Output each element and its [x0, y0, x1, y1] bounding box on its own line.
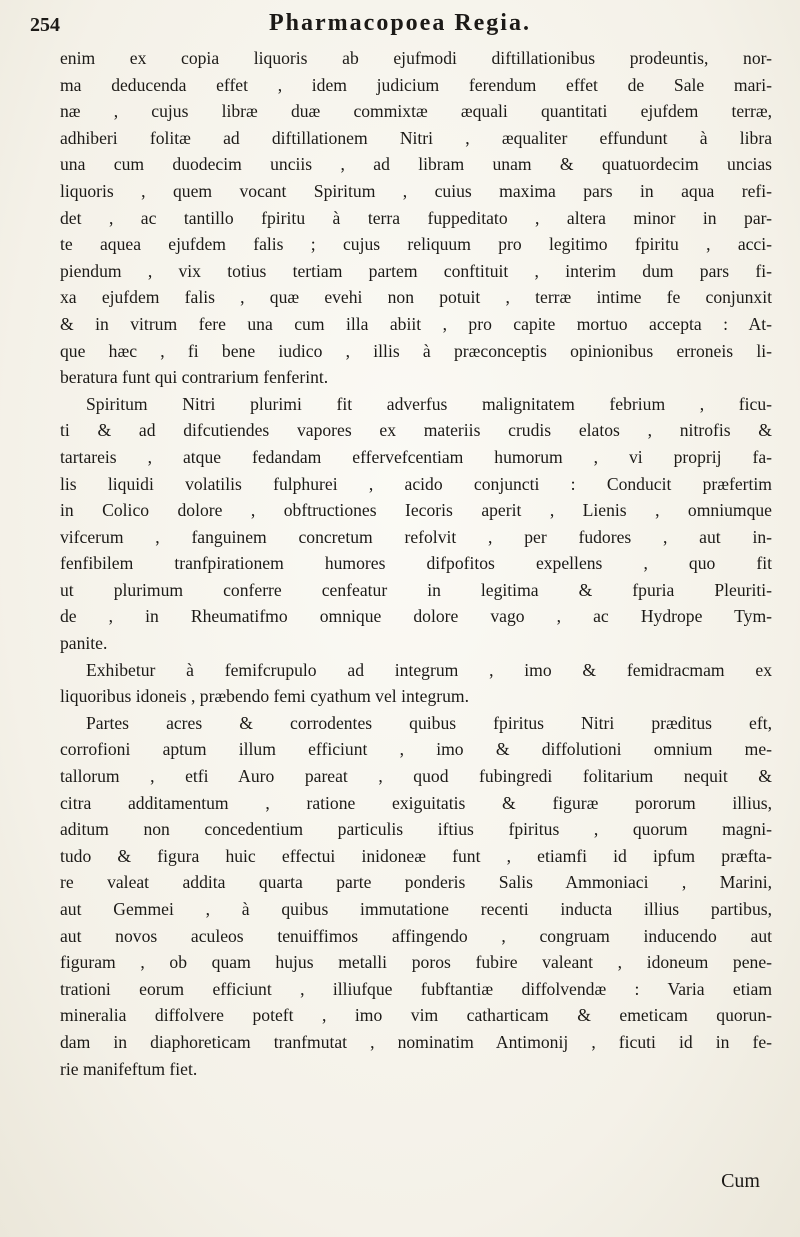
text-line: trationi eorum efficiunt , illiufque fubftantiæ diffolvendæ : Varia etiam — [60, 978, 772, 999]
text-line: citra additamentum , ratione exiguitatis & figuræ pororum illius, — [60, 792, 772, 813]
text-line: beratura funt qui contrarium fenferint. — [60, 367, 329, 388]
text-line: fenfibilem tranfpirationem humores difpofitos expellens , quo fit — [60, 553, 772, 574]
text-line: ti & ad difcutiendes vapores ex materiis crudis elatos , nitrofis & — [60, 420, 772, 441]
text-line: enim ex copia liquoris ab ejufmodi diftillationibus prodeuntis, nor- — [60, 48, 772, 68]
text-line: næ , cujus libræ duæ commixtæ æquali quantitati ejufdem terræ, — [60, 101, 772, 122]
text-line: re valeat addita quarta parte ponderis Salis Ammoniaci , Marini, — [60, 872, 772, 893]
text-line: te aquea ejufdem falis ; cujus reliquum pro legitimo fpiritu , acci- — [60, 234, 772, 255]
text-line: piendum , vix totius tertiam partem conftituit , interim dum pars fi- — [60, 260, 772, 281]
text-line: aut novos aculeos tenuiffimos affingendo , congruam inducendo aut — [60, 925, 772, 946]
text-line: tartareis , atque fedandam effervefcentiam humorum , vi proprij fa- — [60, 446, 772, 467]
text-line: dam in diaphoreticam tranfmutat , nominatim Antimonij , ficuti id in fe- — [60, 1031, 772, 1052]
text-line: tudo & figura huic effectui inidoneæ funt , etiamfi id ipfum præfta- — [60, 845, 772, 866]
text-line: Partes acres & corrodentes quibus fpiritus Nitri præditus eft, — [86, 712, 772, 733]
text-line: & in vitrum fere una cum illa abiit , pro capite mortuo accepta : At- — [60, 313, 772, 334]
text-line: lis liquidi volatilis fulphurei , acido conjuncti : Conducit præfertim — [60, 473, 772, 494]
text-line: rie manifeftum fiet. — [60, 1058, 198, 1079]
text-line: Exhibetur à femifcrupulo ad integrum , imo & femidracmam ex — [86, 659, 772, 680]
text-line: liquoribus idoneis , præbendo femi cyathum vel integrum. — [60, 686, 469, 707]
text-line: corrofioni aptum illum efficiunt , imo & diffolutioni omnium me- — [60, 739, 772, 760]
page-number: 254 — [30, 14, 60, 36]
text-line: liquoris , quem vocant Spiritum , cuius maxima pars in aqua refi- — [60, 180, 772, 201]
text-line: panite. — [60, 633, 108, 654]
catchword: Cum — [721, 1170, 760, 1192]
text-line: ma deducenda effet , idem judicium ferendum effet de Sale mari- — [60, 74, 772, 95]
running-title: Pharmacopoea Regia. — [269, 10, 531, 36]
body-text — [60, 45, 772, 1082]
text-line: ut plurimum conferre cenfeatur in legitima & fpuria Pleuriti- — [60, 579, 772, 600]
text-line: Spiritum Nitri plurimi fit adverfus malignitatem febrium , ficu- — [86, 393, 772, 414]
text-line: det , ac tantillo fpiritu à terra fuppeditato , altera minor in par- — [60, 207, 772, 228]
text-line: mineralia diffolvere poteft , imo vim catharticam & emeticam quorun- — [60, 1005, 772, 1026]
text-line: aditum non concedentium particulis iftius fpiritus , quorum magni- — [60, 819, 772, 840]
running-head — [30, 10, 770, 40]
text-line: tallorum , etfi Auro pareat , quod fubingredi folitarium nequit & — [60, 766, 772, 787]
text-line: in Colico dolore , obftructiones Iecoris aperit , Lienis , omniumque — [60, 500, 772, 521]
text-line: una cum duodecim unciis , ad libram unam & quatuordecim uncias — [60, 154, 772, 175]
text-line: aut Gemmei , à quibus immutatione recenti inducta illius partibus, — [60, 899, 772, 919]
text-line: figuram , ob quam hujus metalli poros fubire valeant , idoneum pene- — [60, 952, 772, 973]
text-line: xa ejufdem falis , quæ evehi non potuit , terræ intime fe conjunxit — [60, 287, 772, 308]
text-line: que hæc , fi bene iudico , illis à præconceptis opinionibus erroneis li- — [60, 340, 772, 361]
text-line: de , in Rheumatifmo omnique dolore vago , ac Hydrope Tym- — [60, 606, 772, 627]
text-line: adhiberi folitæ ad diftillationem Nitri , æqualiter effundunt à libra — [60, 127, 772, 148]
text-line: vifcerum , fanguinem concretum refolvit , per fudores , aut in- — [60, 526, 772, 547]
